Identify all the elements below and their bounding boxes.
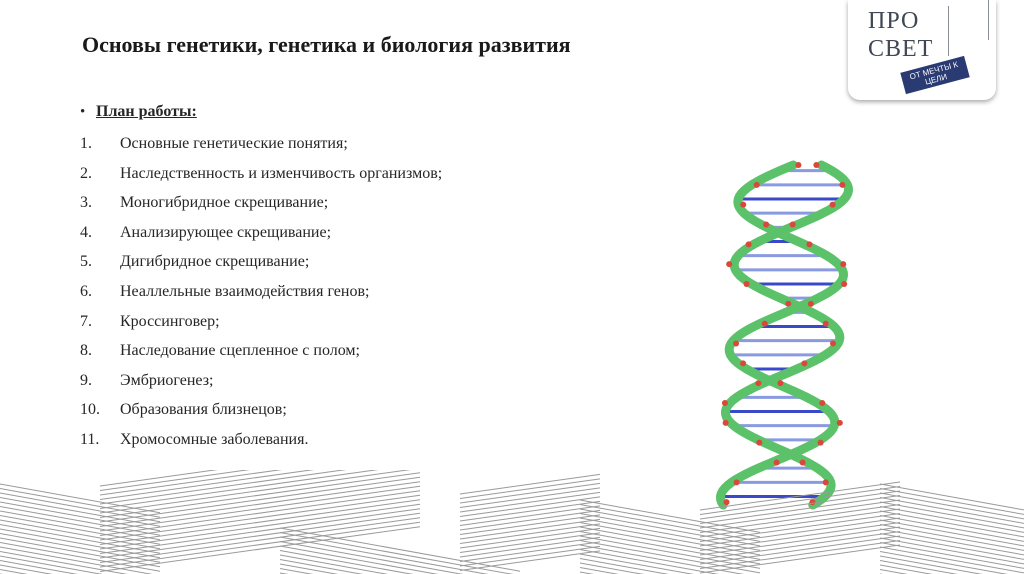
dna-phosphate-atom: [795, 162, 801, 168]
dna-phosphate-atom: [777, 380, 783, 386]
dna-phosphate-atom: [723, 420, 729, 426]
hatch-line: [0, 516, 160, 545]
hatch-line: [100, 470, 420, 495]
hatch-line: [280, 546, 520, 574]
list-item-number: 11.: [80, 430, 100, 448]
list-item-text: Моногибридное скрещивание;: [120, 194, 329, 212]
dna-phosphate-atom: [819, 400, 825, 406]
list-item-text: Дигибридное скрещивание;: [120, 253, 310, 271]
hatch-line: [0, 511, 160, 540]
list-item-number: 7.: [80, 312, 92, 330]
dna-phosphate-atom: [823, 321, 829, 327]
hatch-line: [0, 484, 160, 513]
list-item-number: 2.: [80, 164, 92, 182]
dna-phosphate-atom: [818, 440, 824, 446]
dna-phosphate-atom: [837, 420, 843, 426]
hatch-line: [0, 502, 160, 531]
dna-phosphate-atom: [763, 222, 769, 228]
hatch-line: [0, 520, 160, 549]
hatch-line: [700, 505, 900, 533]
hatch-line: [0, 529, 160, 558]
list-item-number: 10.: [80, 401, 100, 419]
list-item-text: Образования близнецов;: [120, 401, 287, 419]
list-item: [80, 401, 600, 431]
list-item-number: 4.: [80, 223, 92, 241]
logo-text-bottom: СВЕТ: [868, 36, 934, 62]
prosvet-logo: [848, 0, 996, 100]
logo-text-top: ПРО: [868, 8, 920, 34]
dna-phosphate-atom: [722, 400, 728, 406]
dna-phosphate-atom: [800, 460, 806, 466]
list-item-text: Кроссинговер;: [120, 312, 220, 330]
dna-phosphate-atom: [756, 440, 762, 446]
hatch-line: [0, 538, 160, 567]
list-item-number: 1.: [80, 135, 92, 152]
dna-phosphate-atom: [762, 321, 768, 327]
hatch-line: [700, 500, 900, 528]
hatch-line: [880, 552, 1024, 574]
dna-phosphate-atom: [740, 360, 746, 366]
list-item-text: Наследование сцепленное с полом;: [120, 342, 360, 360]
logo-tagline-badge: ОТ МЕЧТЫ К ЦЕЛИ: [900, 56, 969, 94]
dna-phosphate-atom: [726, 261, 732, 267]
list-item: [80, 253, 600, 283]
logo-divider: [948, 6, 949, 56]
dna-phosphate-atom: [744, 281, 750, 287]
list-item: [80, 313, 600, 343]
hatch-line: [0, 493, 160, 522]
list-item-text: Анализирующее скрещивание;: [120, 223, 332, 241]
list-item: [80, 135, 600, 165]
hatch-line: [700, 482, 900, 510]
list-item: [80, 194, 600, 224]
dna-phosphate-atom: [841, 281, 847, 287]
hatch-line: [700, 509, 900, 537]
dna-phosphate-atom: [733, 341, 739, 347]
list-item-text: Хромосомные заболевания.: [120, 430, 309, 448]
dna-helix-image: [700, 155, 870, 515]
list-item: [80, 224, 600, 254]
hatch-line: [880, 561, 1024, 574]
list-item-number: 9.: [80, 371, 92, 389]
list-item-number: 5.: [80, 253, 92, 271]
list-item: [80, 372, 600, 402]
hatch-line: [700, 491, 900, 519]
dna-phosphate-atom: [806, 241, 812, 247]
hatch-line: [100, 470, 420, 509]
list-item-number: 6.: [80, 282, 92, 300]
list-item: [80, 431, 600, 461]
dna-phosphate-atom: [740, 202, 746, 208]
list-item-text: Основные генетические понятия;: [120, 135, 348, 152]
hatch-line: [0, 525, 160, 554]
dna-phosphate-atom: [754, 182, 760, 188]
dna-phosphate-atom: [830, 202, 836, 208]
work-plan: [80, 103, 600, 461]
plan-heading-row: [80, 103, 600, 129]
list-item: [80, 342, 600, 372]
hatch-line: [0, 543, 160, 572]
dna-phosphate-atom: [746, 241, 752, 247]
dna-phosphate-atom: [830, 341, 836, 347]
decorative-hatching: [0, 470, 1024, 574]
plan-list: [80, 135, 600, 461]
plan-heading: План работы:: [96, 103, 197, 120]
list-item-number: 3.: [80, 194, 92, 212]
list-item: [80, 283, 600, 313]
hatch-line: [700, 487, 900, 515]
hatch-line: [0, 507, 160, 536]
dna-phosphate-atom: [813, 162, 819, 168]
dna-phosphate-atom: [801, 360, 807, 366]
hatch-pattern: [0, 470, 1024, 574]
list-item-text: Наследственность и изменчивость организмов;: [120, 164, 443, 182]
dna-phosphate-atom: [790, 222, 796, 228]
hatch-line: [0, 498, 160, 527]
hatch-line: [0, 534, 160, 563]
dna-phosphate-atom: [839, 182, 845, 188]
hatch-line: [700, 496, 900, 524]
hatch-line: [280, 537, 520, 574]
list-item: [80, 165, 600, 195]
logo-divider-right: [988, 0, 989, 40]
dna-phosphate-atom: [774, 460, 780, 466]
list-item-text: Неаллельные взаимодействия генов;: [120, 282, 370, 300]
hatch-line: [0, 489, 160, 518]
slide-title: Основы генетики, генетика и биология развития: [82, 32, 571, 57]
bullet-icon: •: [80, 104, 86, 120]
list-item-number: 8.: [80, 342, 92, 360]
dna-phosphate-atom: [808, 301, 814, 307]
dna-phosphate-atom: [840, 261, 846, 267]
list-item-text: Эмбриогенез;: [120, 371, 214, 389]
